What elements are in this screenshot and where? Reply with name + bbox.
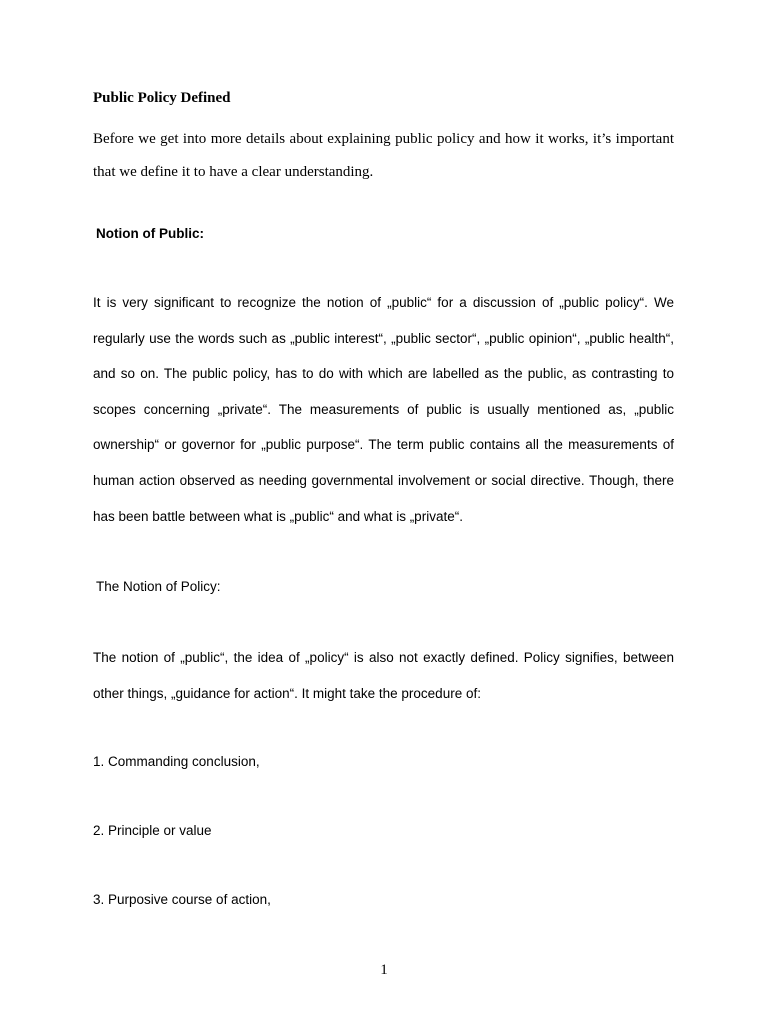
- list-item: 1. Commanding conclusion,: [93, 754, 260, 769]
- section-heading-notion-of-public: Notion of Public:: [96, 226, 204, 241]
- section-heading-notion-of-policy: The Notion of Policy:: [96, 579, 221, 594]
- notion-of-policy-paragraph: The notion of „public“, the idea of „policy“ is also not exactly defined. Policy signifies, between other things, „guidance for action“. It might take the procedure of:: [93, 650, 674, 701]
- intro-paragraph: Before we get into more details about explaining public policy and how it works, it’s important that we define it to have a clear understanding.: [93, 131, 674, 180]
- list-item: 2. Principle or value: [93, 823, 212, 838]
- list-item: 3. Purposive course of action,: [93, 892, 271, 907]
- page-title: Public Policy Defined: [93, 90, 231, 106]
- notion-of-public-paragraph: It is very significant to recognize the notion of „public“ for a discussion of „public policy“. We regularly use the words such as „public interest“, „public sector“, „public opinion“, „public health“, and so on. The public policy, has to do with which are labelled as the public, as contrasting to scopes concerning „private“. The measurements of public is usually mentioned as, „public ownership“ or governor for „public purpose“. The term public contains all the measurements of human action observed as needing governmental involvement or social directive. Though, there has been battle between what is „public“ and what is „private“.: [93, 295, 674, 524]
- page-number: 1: [380, 962, 388, 978]
